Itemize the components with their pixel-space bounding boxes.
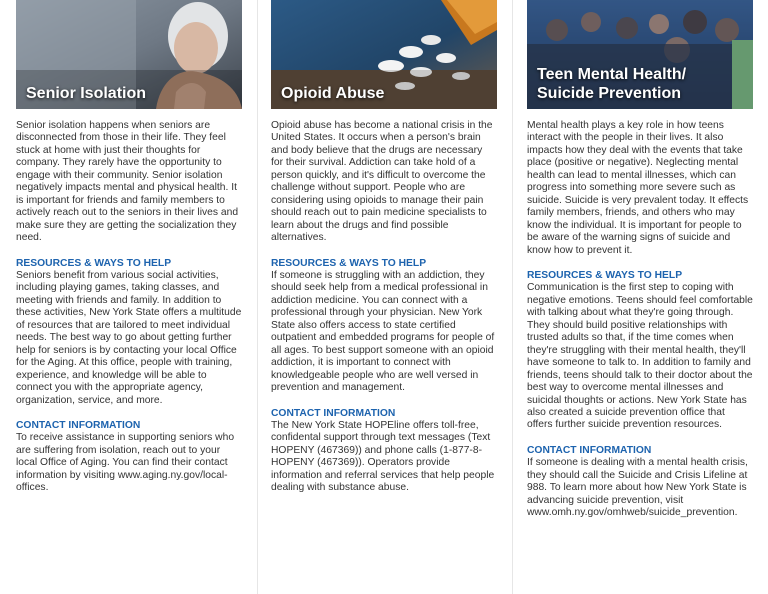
teen-resources-text: Communication is the first step to coping with negative emotions. Teens should feel comfortable with talking about what they're going through. They should build positive relationships with trusted adults so that, if the time comes when they're struggling with their mental health, they'll have someone to talk to. In addition to family and friends, teens should talk to their doctor about the best way to overcome mental illnesses and suicidal thoughts or actions. New York State has also created a suicide prevention office that offers further suicide prevention resources. (527, 282, 753, 431)
opioid-resources-heading: RESOURCES & WAYS TO HELP (271, 257, 427, 269)
teen-contact-heading: CONTACT INFORMATION (527, 444, 652, 456)
senior-contact-text: To receive assistance in supporting seniors who are suffering from isolation, reach out to your local Office of Aging. You can find their contact information by visiting www.aging.ny.gov/local-offices. (16, 432, 235, 494)
teen-resources-heading: RESOURCES & WAYS TO HELP (527, 269, 683, 281)
teen-mental-health-hero (527, 0, 753, 109)
teen-title-line1: Teen Mental Health/ (537, 66, 687, 83)
opioid-contact-text: The New York State HOPEline offers toll-free, confidental support through text messages (Text HOPENY (467369)) and phone calls (1-877-8-HOPENY (467369)). Operators provide information and referral services that help people dealing with substance abuse. (271, 419, 495, 494)
senior-resources-heading: RESOURCES & WAYS TO HELP (16, 257, 172, 269)
opioid-abuse-title: Opioid Abuse (281, 85, 385, 102)
senior-resources-text: Seniors benefit from various social activities, including playing games, taking classes, and meeting with friends and family. In addition to these activities, New York State offers a multitude of resources that are tailored to meet individual needs. The best way to go about getting further help for seniors is by contacting your local Office for the Aging. At this office, people with training, experience, and knowledge will be able to connect you with the appropriate agency, organization, service, and more. (16, 269, 242, 406)
column-divider (257, 0, 258, 594)
opioid-intro: Opioid abuse has become a national crisis in the United States. It occurs when a person's brain and body believe that the drugs are necessary for their survival. Addiction can take hold of a person quickly, and it's difficult to overcome the challenge without support. People who are considering using opioids to manage their pain should reach out to pain medicine specialists to learn about the drugs and find possible alternatives. (271, 120, 493, 244)
column-divider (512, 0, 513, 594)
opioid-contact-heading: CONTACT INFORMATION (271, 407, 396, 419)
senior-contact-heading: CONTACT INFORMATION (16, 419, 141, 431)
senior-isolation-column (16, 0, 242, 495)
teen-mental-health-title (537, 65, 686, 103)
senior-isolation-hero (16, 0, 242, 109)
senior-isolation-title: Senior Isolation (26, 85, 147, 102)
opioid-abuse-hero (271, 0, 497, 109)
opioid-resources-text: If someone is struggling with an addiction, they should seek help from a medical professional in addiction medicine. You can connect with a professional through your physician. New York State also offers access to state certified outpatient and embedded programs for people of all ages. To best support someone with an opioid addiction, it is important to connect with knowledgeable people who are well versed in prevention and management. (271, 269, 495, 394)
senior-isolation-intro: Senior isolation happens when seniors are disconnected from those in their life. They feel stuck at home with just their thoughts for company. They rarely have the opportunity to engage with their community. Senior isolation negatively impacts mental and physical health. It is important for friends and family members to actively reach out to the seniors in their lives and make sure they are getting the socialization they need. (16, 120, 239, 244)
teen-intro: Mental health plays a key role in how teens interact with the people in their lives. It also impacts how they deal with the events that take place (positive or negative). Neglecting mental health can lead to mental illnesses, which can progress into something more severe such as suicide. Suicide is very prevalent today. It effects family members, friends, and others who may know the individual. It is important for people to be aware of the warning signs of suicide and know how to prevent it. (527, 120, 749, 256)
teen-mental-health-column (527, 0, 753, 520)
teen-contact-text: If someone is dealing with a mental health crisis, they should call the Suicide and Crisis Lifeline at 988. To learn more about how New York State is advancing suicide prevention, visit www.omh.ny.gov/omhweb/suicide_prevention. (527, 457, 748, 519)
teen-title-line2: Suicide Prevention (537, 85, 682, 102)
opioid-abuse-column (271, 0, 497, 495)
